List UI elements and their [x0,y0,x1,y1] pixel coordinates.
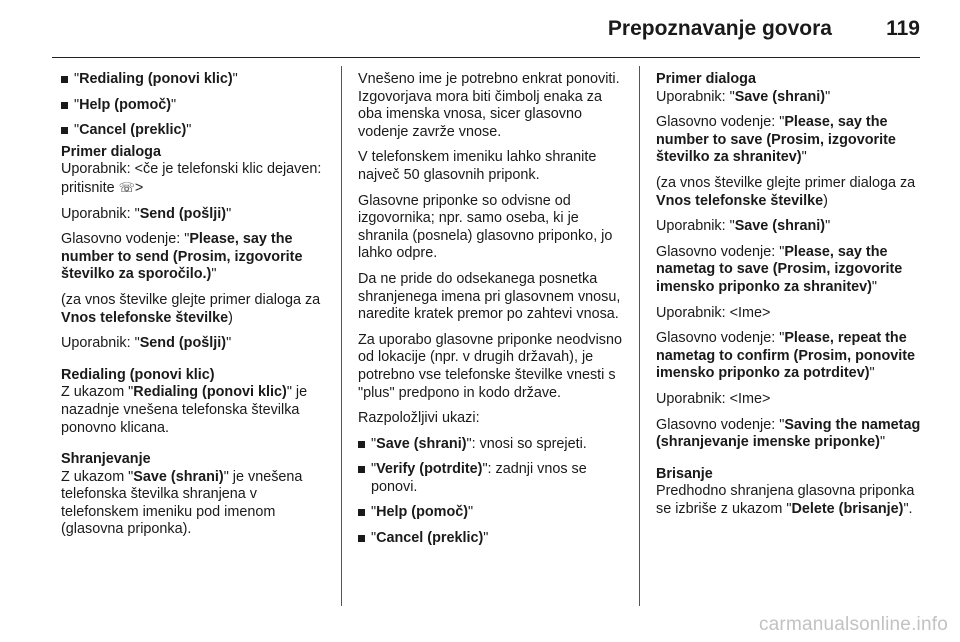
page-number: 119 [886,17,920,40]
paragraph: Glasovne priponke so odvisne od izgovornika; npr. samo oseba, ki je shranila (posnela) glasovno priponko, jo lahko odpre. [358,192,613,262]
watermark: carmanualsonline.info [758,614,948,635]
list-item: "Help (pomoč)" [61,97,329,115]
phone-icon: ☏ [118,179,135,195]
delete-section: Brisanje Predhodno shranjena glasovna priponka se izbriše z ukazom "Delete (brisanje)". [656,465,915,517]
section-heading: Redialing (ponovi klic) [61,366,215,383]
list-item: "Redialing (ponovi klic)" [61,71,329,89]
paragraph: V telefonskem imeniku lahko shranite največ 50 glasovnih priponk. [358,149,597,183]
paragraph: Glasovno vodenje: "Please, say the number to send (Prosim, izgovorite številko za sporočilo.)" [61,231,303,283]
section-heading: Primer dialoga [61,143,161,160]
paragraph: Glasovno vodenje: "Please, say the nametag to save (Prosim, izgovorite imensko priponko za shranitev)" [656,243,903,295]
command-list [61,71,329,140]
command-list [358,436,628,548]
list-item: "Cancel (preklic)" [358,530,628,548]
page-header [0,0,960,60]
section-heading: Brisanje [656,465,713,482]
save-section: Shranjevanje Z ukazom "Save (shrani)" je vnešena telefonska številka shranjena v telefonskem imeniku pod imenom (glasovna priponka). [61,451,303,538]
paragraph: Vnešeno ime je potrebno enkrat ponoviti. Izgovorjava mora biti čimbolj enaka za oba imenska vnosa, sicer glasovno vodenje zavrže vnose. [358,71,620,140]
column-left [61,71,329,547]
header-rule [52,57,920,58]
paragraph: (za vnos številke glejte primer dialoga za Vnos telefonske številke) [61,291,321,326]
paragraph: (za vnos številke glejte primer dialoga za Vnos telefonske številke) [656,174,916,209]
redial-section: Redialing (ponovi klic) Z ukazom "Redialing (ponovi klic)" je nazadnje vnešena telefonska številka ponovno klicana. [61,366,308,436]
paragraph: Uporabnik: <Ime> [656,390,771,407]
section-heading: Primer dialoga [656,71,756,87]
paragraph: Uporabnik: "Save (shrani)" [656,218,831,235]
page-title: Prepoznavanje govora [607,17,832,40]
list-item: "Cancel (preklic)" [61,122,329,140]
list-item: "Save (shrani)": vnosi so sprejeti. [358,436,628,454]
dialog-example: Primer dialoga Uporabnik: <če je telefonski klic dejaven: pritisnite ☏> [61,143,322,196]
paragraph: Glasovno vodenje: "Please, repeat the nametag to confirm (Prosim, ponovite imensko priponko za potrditev)" [656,330,916,382]
list-item: "Verify (potrdite)": zadnji vnos se ponovi. [358,461,628,496]
column-right [656,71,928,526]
column-divider-1 [341,66,342,606]
column-middle [358,71,628,556]
paragraph: Uporabnik: "Send (pošlji)" [61,205,232,222]
paragraph: Glasovno vodenje: "Saving the nametag (shranjevanje imenske priponke)" [656,416,921,451]
column-divider-2 [639,66,640,606]
paragraph: Uporabnik: <Ime> [656,304,771,321]
paragraph: Glasovno vodenje: "Please, say the number to save (Prosim, izgovorite številko za shranitev)" [656,114,896,166]
section-heading: Shranjevanje [61,451,151,468]
list-item: "Help (pomoč)" [358,504,628,522]
paragraph: Uporabnik: "Send (pošlji)" [61,335,232,352]
paragraph: Razpoložljivi ukazi: [358,410,480,427]
paragraph: Za uporabo glasovne priponke neodvisno od lokacije (npr. v drugih državah), je potrebno vse telefonske številke vnesti s "plus" predpono in kodo države. [358,331,623,401]
paragraph: Da ne pride do odsekanega posnetka shranjenega imena pri glasovnem vnosu, naredite kratek premor po zahtevi vnosa. [358,270,621,323]
dialog-example: Primer dialoga Uporabnik: "Save (shrani)" [656,71,831,105]
